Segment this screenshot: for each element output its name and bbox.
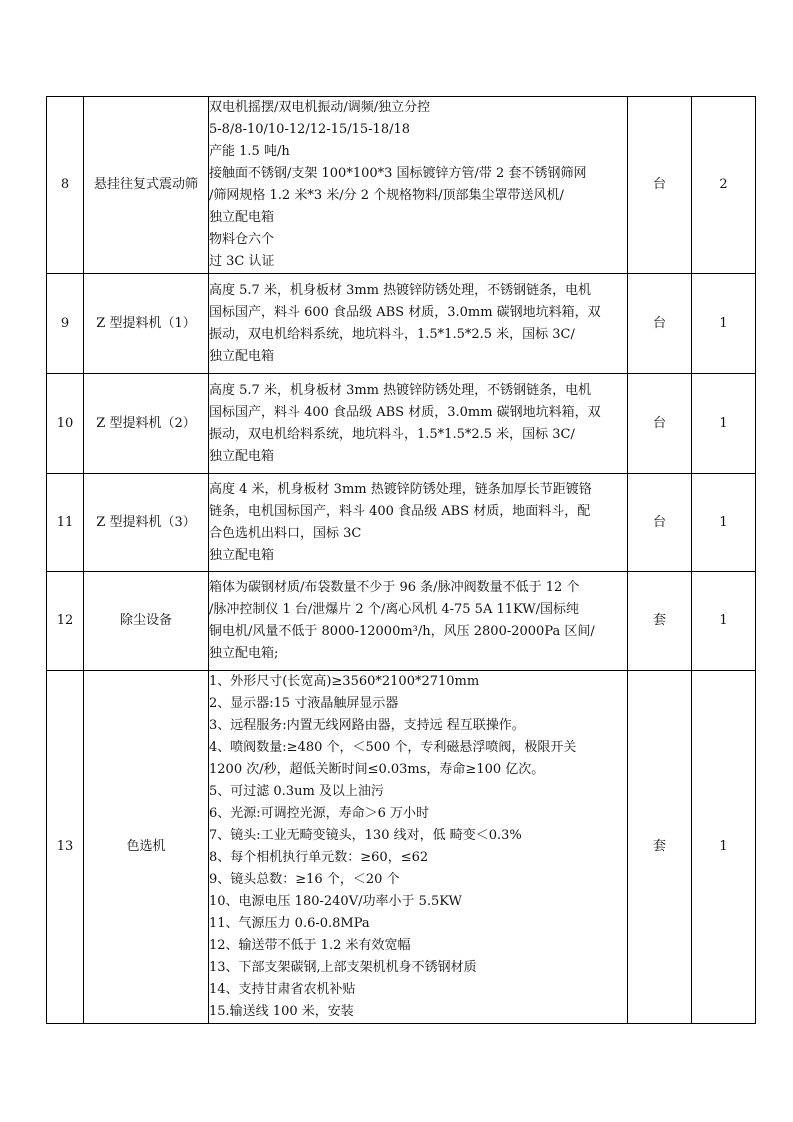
spec-line: 13、下部支架碳钢,上部支架机机身不锈钢材质: [209, 960, 477, 975]
table-row: [47, 274, 756, 374]
spec-line: 接触面不锈钢/支架 100*100*3 国标镀锌方管/带 2 套不锈钢筛网: [209, 166, 587, 181]
item-name: 除尘设备: [84, 572, 209, 671]
item-unit: 台: [628, 474, 692, 572]
spec-line: 国标国产，料斗 600 食品级 ABS 材质，3.0mm 碳钢地坑料箱，双: [209, 304, 601, 320]
item-spec: [209, 572, 628, 671]
spec-line: 振动，双电机给料系统，地坑料斗，1.5*1.5*2.5 米，国标 3C/: [209, 426, 575, 442]
spec-line: 独立配电箱: [209, 210, 275, 225]
spec-line: 链条，电机国标国产，料斗 400 食品级 ABS 材质，地面料斗，配: [209, 503, 591, 519]
item-unit: 台: [628, 274, 692, 374]
spec-line: 11、气源压力 0.6-0.8MPa: [209, 916, 370, 931]
spec-line: /筛网规格 1.2 米*3 米/分 2 个规格物料/顶部集尘罩带送风机/: [209, 188, 564, 203]
item-number: 10: [47, 374, 84, 474]
item-quantity: 2: [692, 97, 756, 274]
item-quantity: 1: [692, 374, 756, 474]
spec-line: 独立配电箱;: [209, 646, 279, 661]
item-spec: [209, 274, 628, 374]
spec-line: 1、外形尺寸(长宽高)≥3560*2100*2710mm: [209, 674, 480, 689]
item-quantity: 1: [692, 274, 756, 374]
item-name: Z 型提料机（3）: [84, 474, 209, 572]
spec-line: 独立配电箱: [209, 448, 275, 464]
item-number: 12: [47, 572, 84, 671]
spec-line: 过 3C 认证: [209, 254, 275, 269]
item-number: 11: [47, 474, 84, 572]
item-name: Z 型提料机（1）: [84, 274, 209, 374]
spec-line: 独立配电箱: [209, 547, 275, 563]
spec-line: 2、显示器:15 寸液晶触屏显示器: [209, 696, 399, 711]
item-name: 悬挂往复式震动筛: [84, 97, 209, 274]
table-row: [47, 97, 756, 274]
table-row: [47, 474, 756, 572]
spec-line: 物料仓六个: [209, 232, 275, 247]
item-spec: [209, 671, 628, 1024]
spec-line: /脉冲控制仪 1 台/泄爆片 2 个/离心风机 4-75 5A 11KW/国标纯: [209, 602, 580, 617]
spec-line: 9、镜头总数：≥16 个，＜20 个: [209, 872, 400, 887]
spec-line: 4、喷阀数量:≥480 个，＜500 个，专利磁悬浮喷阀，极限开关: [209, 740, 577, 755]
spec-line: 振动，双电机给料系统，地坑料斗，1.5*1.5*2.5 米，国标 3C/: [209, 326, 575, 342]
table-row: [47, 374, 756, 474]
spec-line: 7、镜头:工业无畸变镜头，130 线对，低 畸变＜0.3%: [209, 828, 522, 843]
spec-line: 箱体为碳钢材质/布袋数量不少于 96 条/脉冲阀数量不低于 12 个: [209, 580, 580, 595]
item-spec: [209, 474, 628, 572]
item-quantity: 1: [692, 671, 756, 1024]
item-unit: 台: [628, 374, 692, 474]
spec-line: 8、每个相机执行单元数：≥60，≤62: [209, 850, 429, 865]
spec-line: 高度 4 米，机身板材 3mm 热镀锌防锈处理，链条加厚长节距镀铬: [209, 481, 592, 497]
spec-line: 3、远程服务:内置无线网路由器，支持远 程互联操作。: [209, 718, 525, 733]
item-name: 色选机: [84, 671, 209, 1024]
spec-line: 10、电源电压 180-240V/功率小于 5.5KW: [209, 894, 462, 909]
item-spec: [209, 97, 628, 274]
spec-line: 14、支持甘肃省农机补贴: [209, 982, 356, 997]
table-row: [47, 671, 756, 1024]
item-spec: [209, 374, 628, 474]
item-number: 9: [47, 274, 84, 374]
spec-line: 国标国产，料斗 400 食品级 ABS 材质，3.0mm 碳钢地坑料箱，双: [209, 404, 601, 420]
spec-line: 6、光源:可调控光源，寿命＞6 万小时: [209, 806, 430, 821]
item-name: Z 型提料机（2）: [84, 374, 209, 474]
item-quantity: 1: [692, 474, 756, 572]
item-number: 13: [47, 671, 84, 1024]
item-unit: 台: [628, 97, 692, 274]
item-number: 8: [47, 97, 84, 274]
item-unit: 套: [628, 572, 692, 671]
spec-line: 铜电机/风量不低于 8000-12000m³/h，风压 2800-2000Pa 区间/: [209, 624, 595, 639]
spec-line: 1200 次/秒，超低关断时间≤0.03ms，寿命≥100 亿次。: [209, 762, 545, 777]
spec-line: 合色选机出料口，国标 3C: [209, 525, 362, 541]
spec-line: 5、可过滤 0.3um 及以上油污: [209, 784, 384, 799]
table-row: [47, 572, 756, 671]
spec-line: 高度 5.7 米，机身板材 3mm 热镀锌防锈处理，不锈钢链条，电机: [209, 282, 592, 298]
item-unit: 套: [628, 671, 692, 1024]
spec-line: 产能 1.5 吨/h: [209, 144, 290, 159]
spec-line: 双电机摇摆/双电机振动/调频/独立分控: [209, 100, 431, 115]
spec-line: 高度 5.7 米，机身板材 3mm 热镀锌防锈处理，不锈钢链条，电机: [209, 382, 592, 398]
equipment-spec-table: [46, 96, 756, 1024]
spec-line: 15.输送线 100 米，安装: [209, 1004, 354, 1019]
spec-line: 独立配电箱: [209, 348, 275, 364]
spec-line: 5-8/8-10/10-12/12-15/15-18/18: [209, 122, 411, 137]
item-quantity: 1: [692, 572, 756, 671]
spec-line: 12、输送带不低于 1.2 米有效宽幅: [209, 938, 411, 953]
